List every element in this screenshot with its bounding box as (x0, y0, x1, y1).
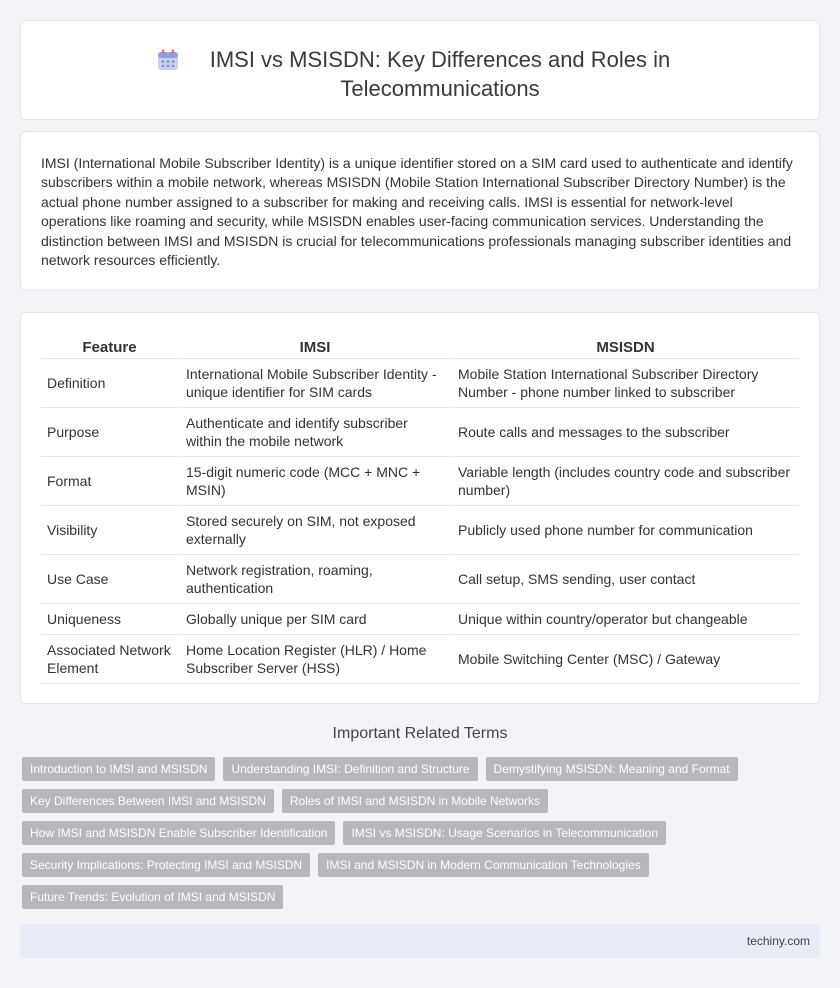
related-term-tag[interactable]: Future Trends: Evolution of IMSI and MSISDN (22, 885, 283, 909)
imsi-cell: Globally unique per SIM card (179, 603, 451, 634)
related-term-tag[interactable]: Demystifying MSISDN: Meaning and Format (486, 757, 738, 781)
imsi-cell: Home Location Register (HLR) / Home Subscriber Server (HSS) (179, 634, 451, 683)
related-term-tag[interactable]: Introduction to IMSI and MSISDN (22, 757, 215, 781)
intro-card (20, 131, 820, 291)
comparison-table-card (20, 312, 820, 704)
table-row (41, 603, 799, 634)
table-row (41, 456, 799, 505)
calendar-icon (157, 49, 179, 71)
feature-cell: Format (41, 456, 179, 505)
msisdn-cell: Unique within country/operator but changeable (451, 603, 799, 634)
footer (20, 924, 820, 958)
feature-cell: Definition (41, 358, 179, 407)
related-term-tag[interactable]: Roles of IMSI and MSISDN in Mobile Networks (282, 789, 548, 813)
title-wrap (21, 45, 819, 103)
tag-row (22, 885, 782, 909)
intro-paragraph: IMSI (International Mobile Subscriber Identity) is a unique identifier stored on a SIM card used to authenticate and identify subscribers within a mobile network, whereas MSISDN (Mobile Station International Subscriber Directory Number) is the actual phone number assigned to a subscriber for making and receiving calls. IMSI is essential for network-level operations like roaming and security, while MSISDN enables user-facing communication services. Understanding the distinction between IMSI and MSISDN is crucial for telecommunications professionals managing subscriber identities and network resources efficiently. (41, 155, 793, 269)
table-row (41, 554, 799, 603)
imsi-cell: 15-digit numeric code (MCC + MNC + MSIN) (179, 456, 451, 505)
imsi-cell: Stored securely on SIM, not exposed externally (179, 505, 451, 554)
tag-row (22, 853, 782, 877)
feature-cell: Use Case (41, 554, 179, 603)
msisdn-cell: Call setup, SMS sending, user contact (451, 554, 799, 603)
feature-cell: Uniqueness (41, 603, 179, 634)
header-feature: Feature (41, 335, 179, 358)
related-terms-tags (22, 757, 782, 917)
title-card (20, 20, 820, 120)
imsi-cell: Authenticate and identify subscriber within the mobile network (179, 407, 451, 456)
imsi-cell: Network registration, roaming, authentication (179, 554, 451, 603)
tag-row (22, 789, 782, 813)
header-imsi: IMSI (179, 335, 451, 358)
related-term-tag[interactable]: Understanding IMSI: Definition and Structure (223, 757, 477, 781)
msisdn-cell: Mobile Switching Center (MSC) / Gateway (451, 634, 799, 683)
feature-cell: Purpose (41, 407, 179, 456)
related-term-tag[interactable]: IMSI and MSISDN in Modern Communication Technologies (318, 853, 649, 877)
tag-row (22, 821, 782, 845)
related-term-tag[interactable]: IMSI vs MSISDN: Usage Scenarios in Telecommunication (343, 821, 666, 845)
table-row (41, 634, 799, 683)
feature-cell: Visibility (41, 505, 179, 554)
msisdn-cell: Route calls and messages to the subscriber (451, 407, 799, 456)
msisdn-cell: Variable length (includes country code and subscriber number) (451, 456, 799, 505)
table-row (41, 358, 799, 407)
tag-row (22, 757, 782, 781)
header-msisdn: MSISDN (451, 335, 799, 358)
related-term-tag[interactable]: Security Implications: Protecting IMSI and MSISDN (22, 853, 310, 877)
related-term-tag[interactable]: Key Differences Between IMSI and MSISDN (22, 789, 274, 813)
feature-cell: Associated Network Element (41, 634, 179, 683)
msisdn-cell: Mobile Station International Subscriber Directory Number - phone number linked to subscriber (451, 358, 799, 407)
footer-site-link[interactable]: techiny.com (746, 934, 810, 948)
table-header-row (41, 335, 799, 358)
comparison-table (41, 335, 799, 684)
related-terms-title: Important Related Terms (332, 725, 508, 742)
imsi-cell: International Mobile Subscriber Identity - unique identifier for SIM cards (179, 358, 451, 407)
msisdn-cell: Publicly used phone number for communication (451, 505, 799, 554)
related-term-tag[interactable]: How IMSI and MSISDN Enable Subscriber Identification (22, 821, 335, 845)
table-row (41, 505, 799, 554)
page-title: IMSI vs MSISDN: Key Differences and Roles in Telecommunications (209, 47, 671, 101)
table-row (41, 407, 799, 456)
